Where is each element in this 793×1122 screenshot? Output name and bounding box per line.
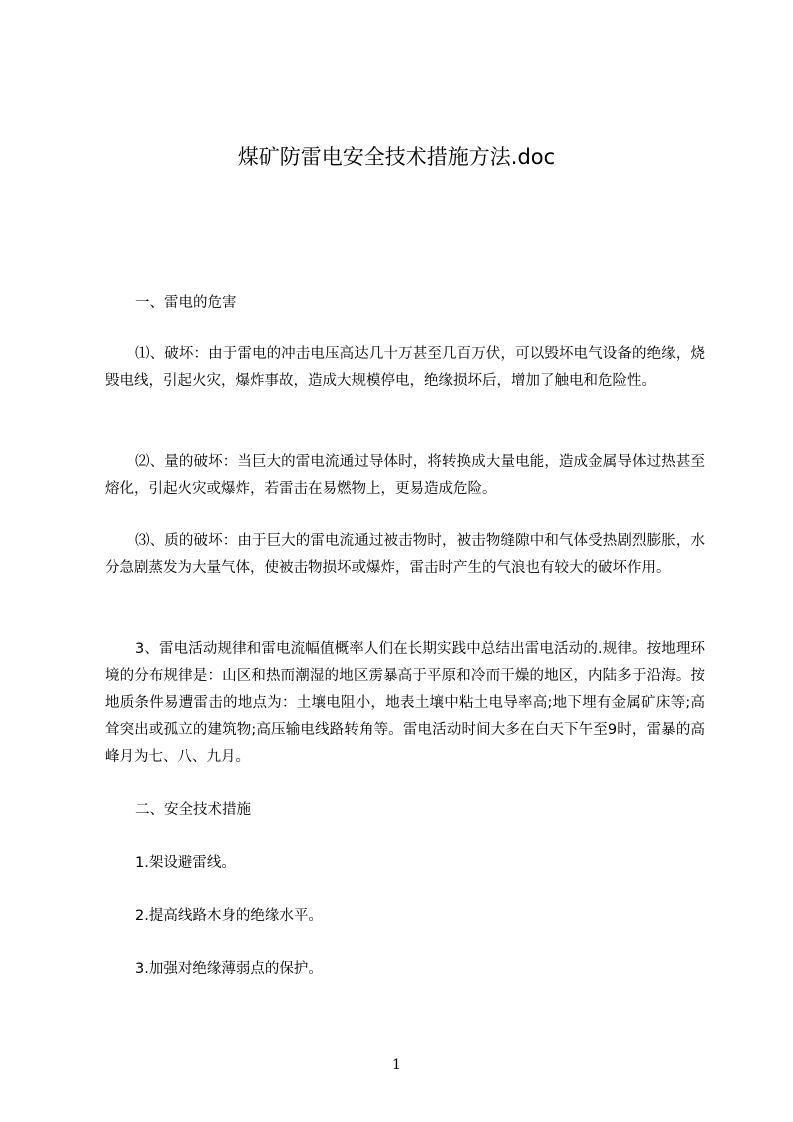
page-number: 1 xyxy=(392,1057,401,1073)
document-title: 煤矿防雷电安全技术措施方法.doc xyxy=(237,145,556,169)
section-heading-lightning-hazards: 一、雷电的危害 xyxy=(135,295,237,311)
list-item-measure-3: 3.加强对绝缘薄弱点的保护。 xyxy=(135,961,323,977)
section-heading-safety-measures: 二、安全技术措施 xyxy=(135,802,251,818)
list-item-measure-2: 2.提高线路木身的绝缘水平。 xyxy=(135,908,323,924)
paragraph-damage: ⑴、破坏：由于雷电的冲击电压高达几十万甚至几百万伏，可以毁坏电气设备的绝缘，烧毁电线，引起火灾，爆炸事故，造成大规模停电，绝缘损坏后，增加了触电和危险性。 xyxy=(105,346,705,389)
paragraph-quantity-damage: ⑵、量的破坏：当巨大的雷电流通过导体时，将转换成大量电能，造成金属导体过热甚至熔化，引起火灾或爆炸，若雷击在易燃物上，更易造成危险。 xyxy=(105,454,705,497)
list-item-measure-1: 1.架设避雷线。 xyxy=(135,855,236,871)
paragraph-lightning-activity: 3、雷电活动规律和雷电流幅值概率人们在长期实践中总结出雷电活动的.规律。按地理环境的分布规律是：山区和热而潮湿的地区雳暴高于平原和冷而干燥的地区，内陆多于沿海。按地质条件易遭雷击的地点为：土壤电阻小，地表土壤中粘土电导率高;地下埋有金属矿床等;高耸突出或孤立的建筑物;高压输电线路转角等。雷电活动时间大多在白天下午至9时，雷暴的高峰月为七、八、九月。 xyxy=(105,641,705,765)
paragraph-quality-damage: ⑶、质的破坏：由于巨大的雷电流通过被击物时，被击物缝隙中和气体受热剧烈膨胀，水分急剧蒸发为大量气体，使被击物损坏或爆炸，雷击时产生的气浪也有较大的破坏作用。 xyxy=(105,533,705,576)
